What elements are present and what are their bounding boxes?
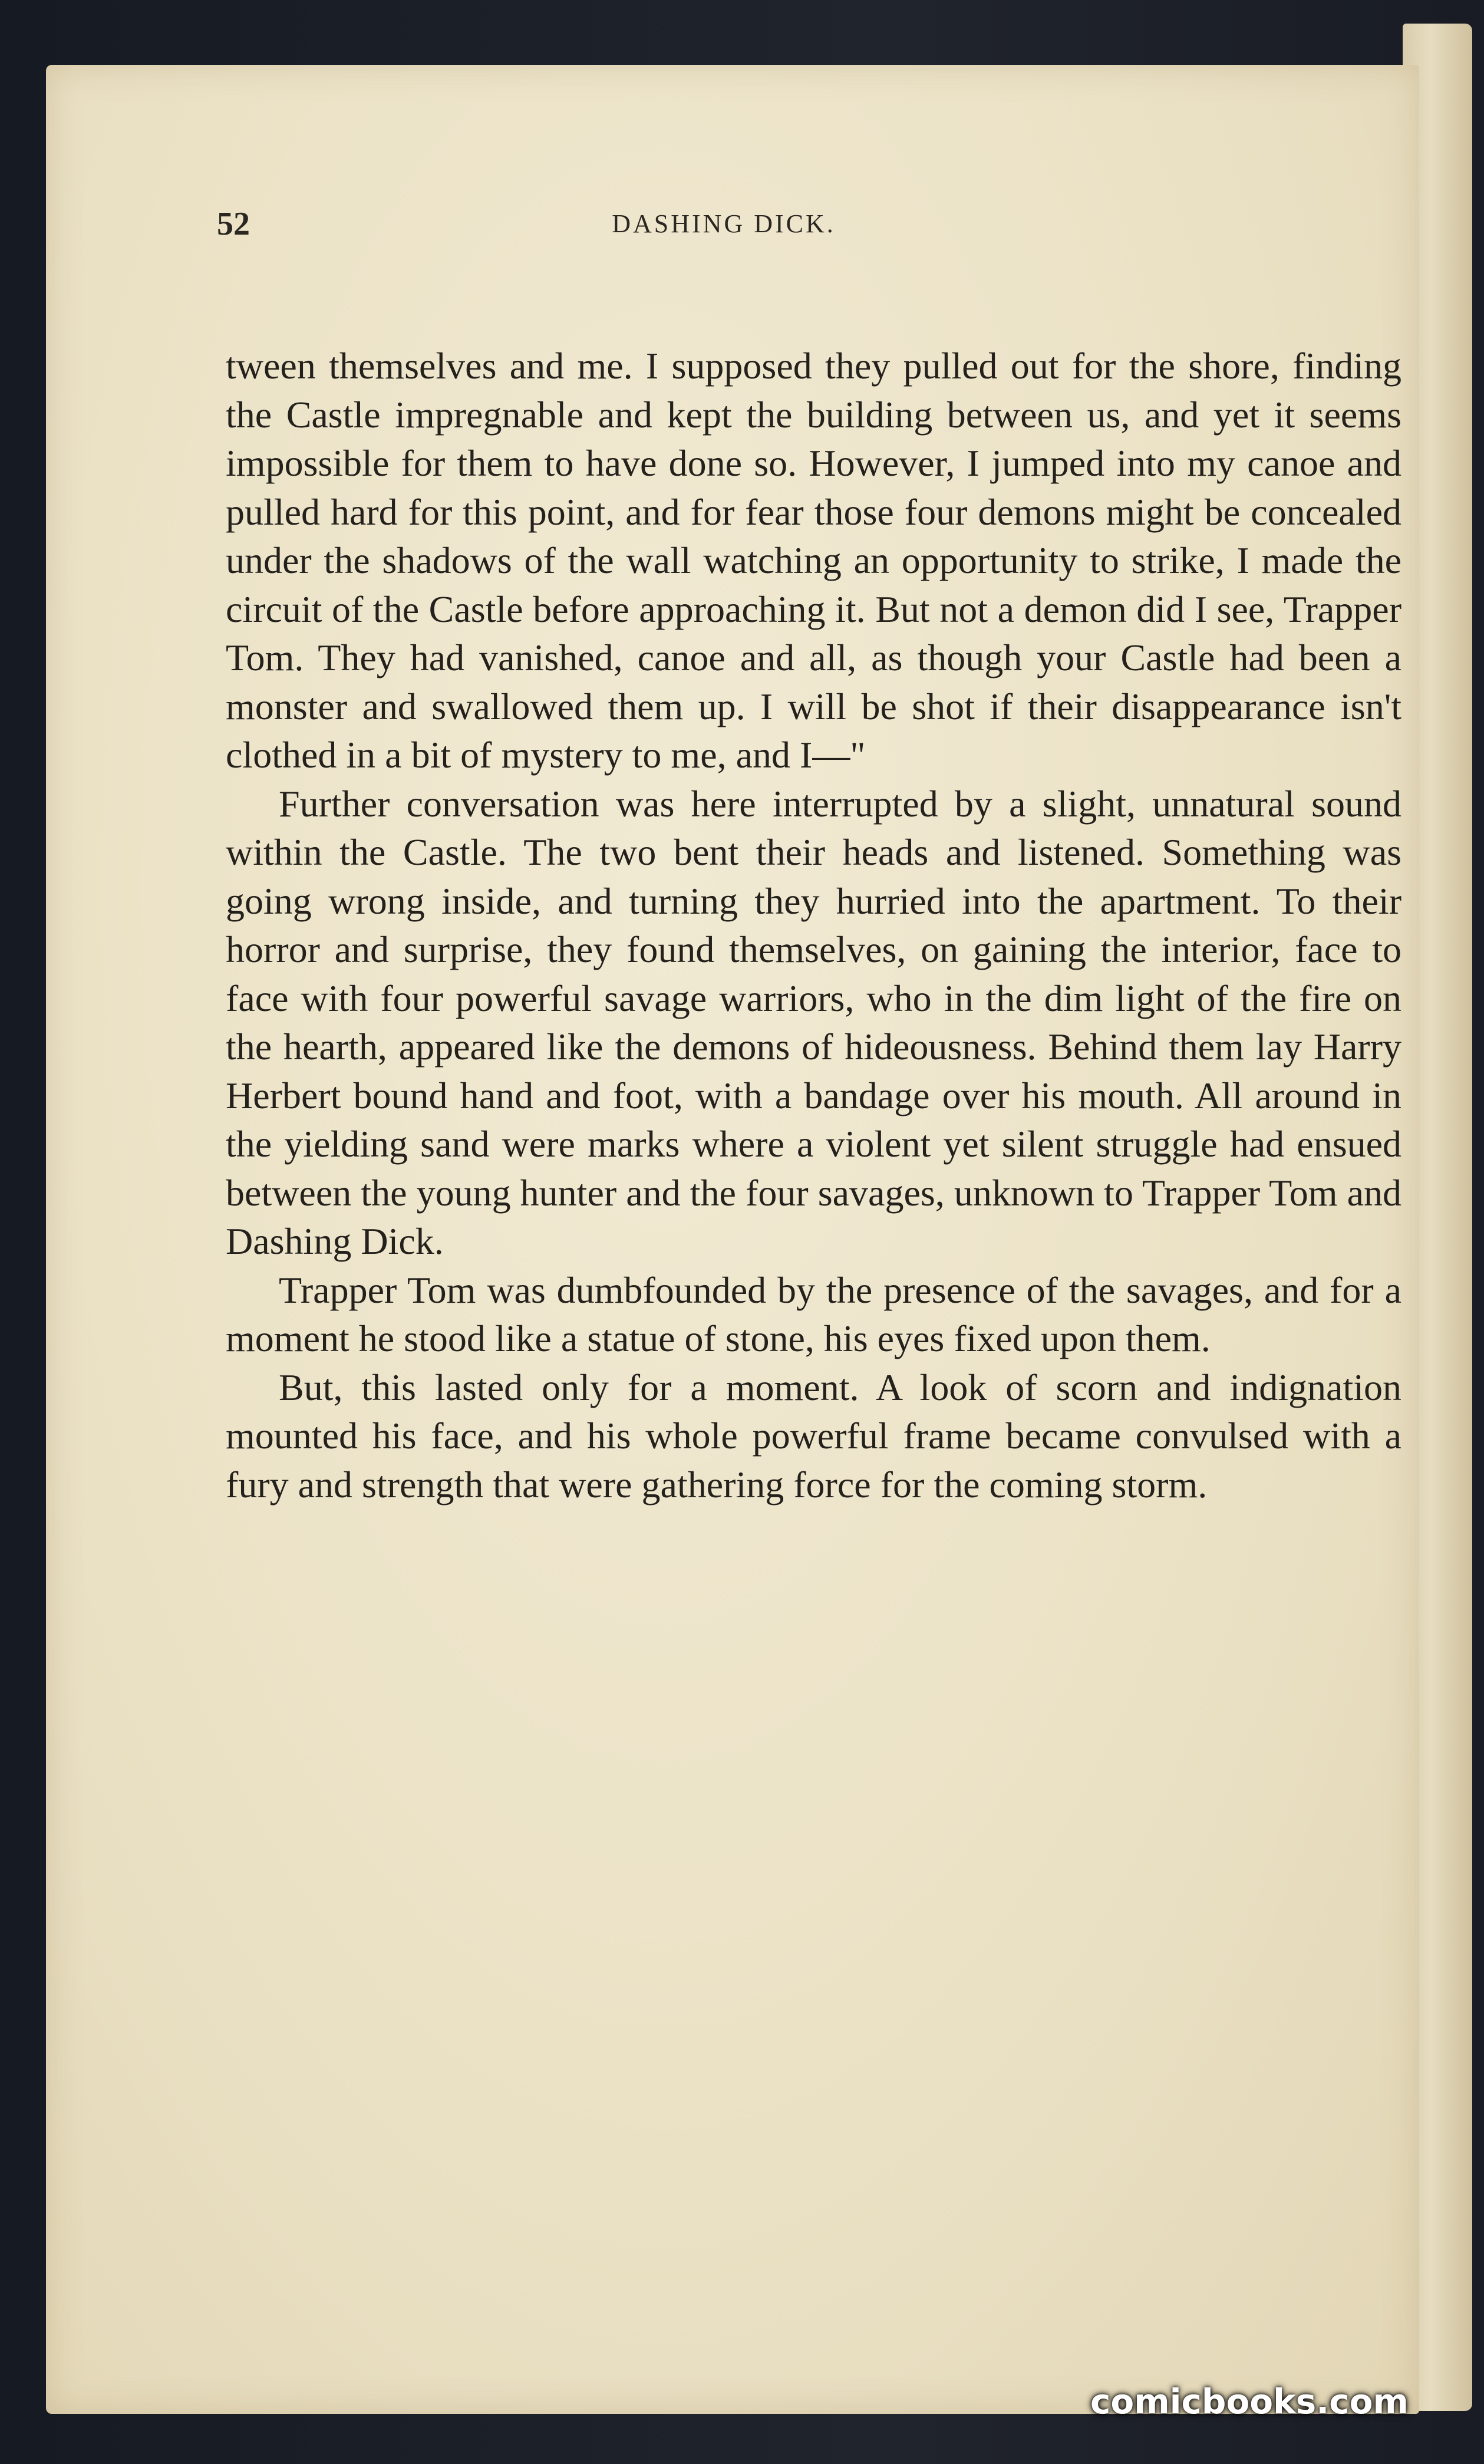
paragraph-3: Trapper Tom was dumbfounded by the presence of the savages, and for a moment he stood like a statue of stone, his eyes fixed upon them. — [226, 1269, 1401, 1359]
page-number: 52 — [217, 206, 250, 242]
paragraph-2: Further conversation was here interrupted by a slight, unnatural sound within the Castle. The two bent their heads and listened. Something was going wrong inside, and turning they hurried into the apartment. To their horror and surprise, they found themselves, on gaining the interior, face to face with four powerful savage warriors, who in the dim light of the fire on the hearth, appeared like the demons of hideousness. Behind them lay Harry Herbert bound hand and foot, with a bandage over his mouth. All around in the yielding sand were marks where a violent yet silent struggle had ensued between the young hunter and the four savages, unknown to Trapper Tom and Dashing Dick. — [226, 782, 1401, 1262]
watermark-text: comicbooks.com — [1090, 2381, 1409, 2422]
book-page — [46, 65, 1419, 2414]
page-header — [46, 197, 1419, 251]
body-text — [226, 342, 1401, 1509]
paragraph-1: tween themselves and me. I supposed they pulled out for the shore, finding the Castle impregnable and kept the building between us, and yet it seems impossible for them to have done so. However, I jumped into my canoe and pulled hard for this point, and for fear those four demons might be concealed under the shadows of the wall watching an opportunity to strike, I made the circuit of the Castle before approaching it. But not a demon did I see, Trapper Tom. They had vanished, canoe and all, as though your Castle had been a monster and swallowed them up. I will be shot if their disappearance isn't clothed in a bit of mystery to me, and I—" — [226, 345, 1401, 776]
running-head: DASHING DICK. — [612, 209, 836, 238]
paragraph-4: But, this lasted only for a moment. A look of scorn and indignation mounted his face, and his whole powerful frame became convulsed with a fury and strength that were gathering force for the coming storm. — [226, 1366, 1401, 1506]
